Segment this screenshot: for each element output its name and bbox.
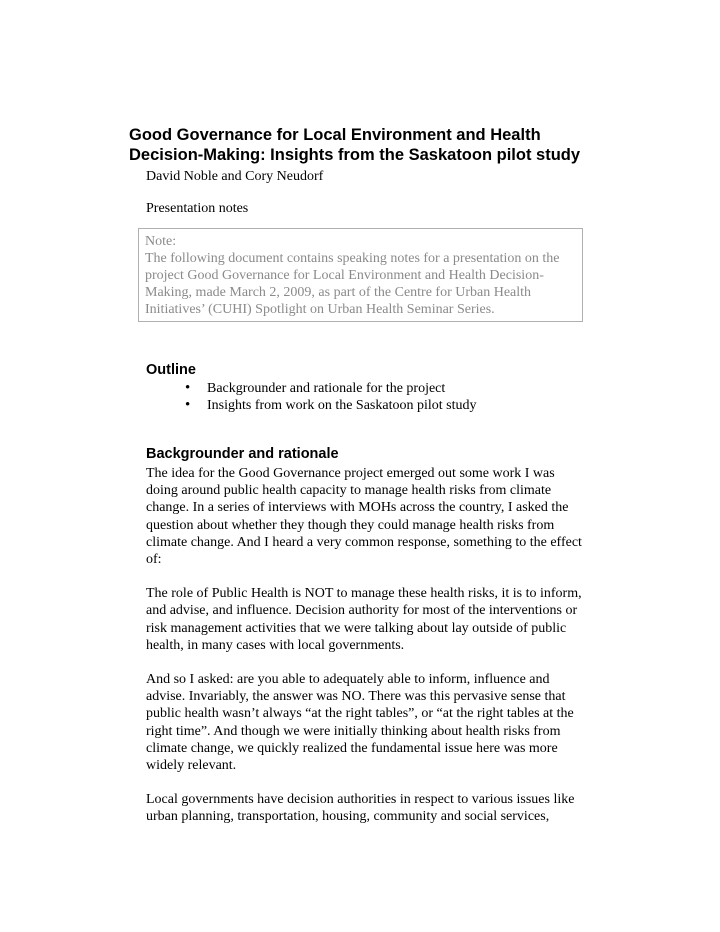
note-box bbox=[138, 228, 583, 322]
document-authors: David Noble and Cory Neudorf bbox=[146, 169, 324, 184]
outline-item: • Backgrounder and rationale for the project bbox=[185, 380, 477, 397]
body-paragraph: The role of Public Health is NOT to manage these health risks, it is to inform, and advise, and influence. Decision authority for most of the interventions or risk management activities that we were talking about lay outside of public health, in many cases with local governments. bbox=[146, 586, 582, 653]
outline-list bbox=[185, 380, 477, 414]
document-subtitle: Presentation notes bbox=[146, 201, 249, 216]
document-title: Good Governance for Local Environment and Health Decision-Making: Insights from the Saskatoon pilot study bbox=[129, 126, 581, 164]
backgrounder-heading: Backgrounder and rationale bbox=[146, 446, 339, 462]
note-text: The following document contains speaking notes for a presentation on the project Good Governance for Local Environment and Health Decision-Making, made March 2, 2009, as part of the Centre for Urban Health Initiatives’ (CUHI) Spotlight on Urban Health Seminar Series. bbox=[145, 251, 560, 317]
backgrounder-body bbox=[146, 465, 586, 843]
note-label: Note: bbox=[145, 234, 177, 249]
body-paragraph: And so I asked: are you able to adequately able to inform, influence and advise. Invariably, the answer was NO. There was this pervasive sense that public health wasn’t always “at the right tables”, or “at the right tables at the right time”. And though we were initially thinking about health risks from climate change, we quickly realized the fundamental issue here was more widely relevant. bbox=[146, 672, 574, 774]
outline-heading: Outline bbox=[146, 362, 196, 378]
outline-item: • Insights from work on the Saskatoon pilot study bbox=[185, 397, 477, 414]
body-paragraph: Local governments have decision authorities in respect to various issues like urban planning, transportation, housing, community and social services, bbox=[146, 792, 575, 825]
body-paragraph: The idea for the Good Governance project emerged out some work I was doing around public health capacity to manage health risks from climate change. In a series of interviews with MOHs across the country, I asked the question about whether they though they could manage health risks from climate change. And I heard a very common response, something to the effect of: bbox=[146, 466, 582, 568]
